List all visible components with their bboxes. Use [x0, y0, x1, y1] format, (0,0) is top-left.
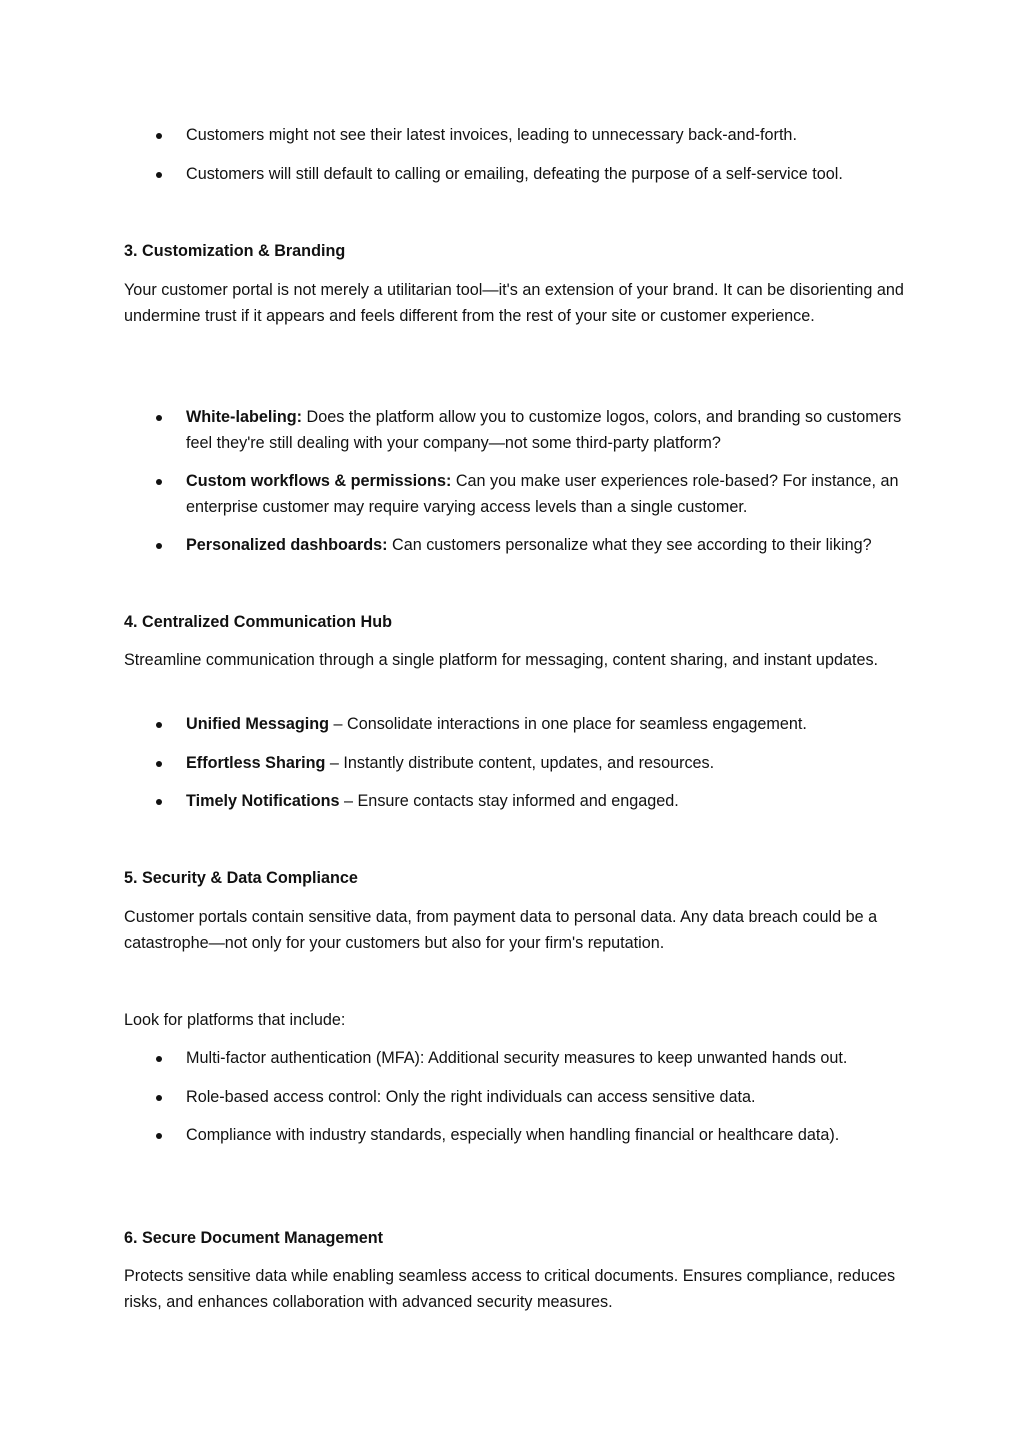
security-bullet-list	[124, 1046, 904, 1149]
bullet-icon	[156, 1095, 162, 1101]
list-item	[124, 1085, 904, 1111]
paragraph-text: Protects sensitive data while enabling seamless access to critical documents. Ensures compliance, reduces risks, and enhances collaboration with advanced security measures.	[124, 1267, 896, 1311]
paragraph-text: Customer portals contain sensitive data, from payment data to personal data. Any data breach could be a catastrophe—not only for your customers but also for your firm's reputation.	[124, 908, 878, 952]
bullet-icon	[156, 415, 162, 421]
section-paragraph-security	[124, 905, 904, 956]
list-item	[124, 162, 904, 188]
list-item	[124, 123, 904, 149]
section-heading-documents: 6. Secure Document Management	[124, 1229, 384, 1247]
list-item	[124, 1046, 904, 1072]
paragraph-text: Streamline communication through a single platform for messaging, content sharing, and instant updates.	[124, 651, 879, 669]
list-item-text: – Instantly distribute content, updates, and resources.	[325, 753, 715, 772]
section-lead-security: Look for platforms that include:	[124, 1011, 346, 1029]
bullet-icon	[156, 543, 162, 549]
list-item	[124, 712, 904, 738]
list-item	[124, 1123, 904, 1149]
customization-bullet-list	[124, 405, 904, 559]
list-item	[124, 789, 904, 815]
list-item-term: Unified Messaging	[186, 715, 330, 733]
bullet-icon	[156, 133, 162, 139]
section-heading-security: 5. Security & Data Compliance	[124, 869, 358, 887]
list-item-term: Custom workflows & permissions:	[186, 472, 452, 490]
communication-bullet-list	[124, 712, 904, 815]
list-item-text: Customers might not see their latest invoices, leading to unnecessary back-and-forth.	[186, 126, 797, 144]
list-item-text: – Ensure contacts stay informed and engaged.	[339, 792, 679, 810]
list-item	[124, 469, 904, 520]
list-item-text: – Consolidate interactions in one place for seamless engagement.	[329, 715, 807, 733]
intro-bullet-list	[124, 123, 904, 187]
bullet-icon	[156, 1133, 162, 1139]
section-heading-customization: 3. Customization & Branding	[124, 242, 346, 260]
bullet-icon	[156, 761, 162, 767]
section-heading-communication: 4. Centralized Communication Hub	[124, 613, 393, 631]
bullet-icon	[156, 479, 162, 485]
bullet-icon	[156, 172, 162, 178]
list-item-term: Personalized dashboards:	[186, 536, 388, 554]
list-item-text: Multi-factor authentication (MFA): Additional security measures to keep unwanted hands out.	[186, 1049, 848, 1067]
list-item	[124, 405, 904, 456]
list-item	[124, 751, 904, 777]
list-item-text: Compliance with industry standards, especially when handling financial or healthcare data).	[186, 1126, 840, 1144]
bullet-icon	[156, 1056, 162, 1062]
bullet-icon	[156, 722, 162, 728]
section-paragraph-customization	[124, 278, 904, 329]
list-item-term: White-labeling:	[186, 408, 302, 426]
list-item-text: Can customers personalize what they see according to their liking?	[387, 536, 872, 554]
paragraph-text: Your customer portal is not merely a utilitarian tool—it's an extension of your brand. It can be disorienting and undermine trust if it appears and feels different from the rest of your site or customer experience.	[124, 281, 904, 325]
list-item-term: Effortless Sharing	[186, 753, 326, 772]
bullet-icon	[156, 799, 162, 805]
list-item-text: Customers will still default to calling or emailing, defeating the purpose of a self-service tool.	[186, 164, 843, 183]
list-item-term: Timely Notifications	[186, 792, 340, 810]
section-paragraph-communication	[124, 648, 904, 674]
list-item-text: Does the platform allow you to customize logos, colors, and branding so customers feel they're still dealing with your company—not some third-party platform?	[186, 408, 902, 452]
section-paragraph-documents	[124, 1264, 904, 1315]
list-item-text: Role-based access control: Only the right individuals can access sensitive data.	[186, 1087, 756, 1106]
list-item	[124, 533, 904, 559]
list-item-text: Can you make user experiences role-based? For instance, an enterprise customer may require varying access levels than a single customer.	[186, 472, 899, 516]
